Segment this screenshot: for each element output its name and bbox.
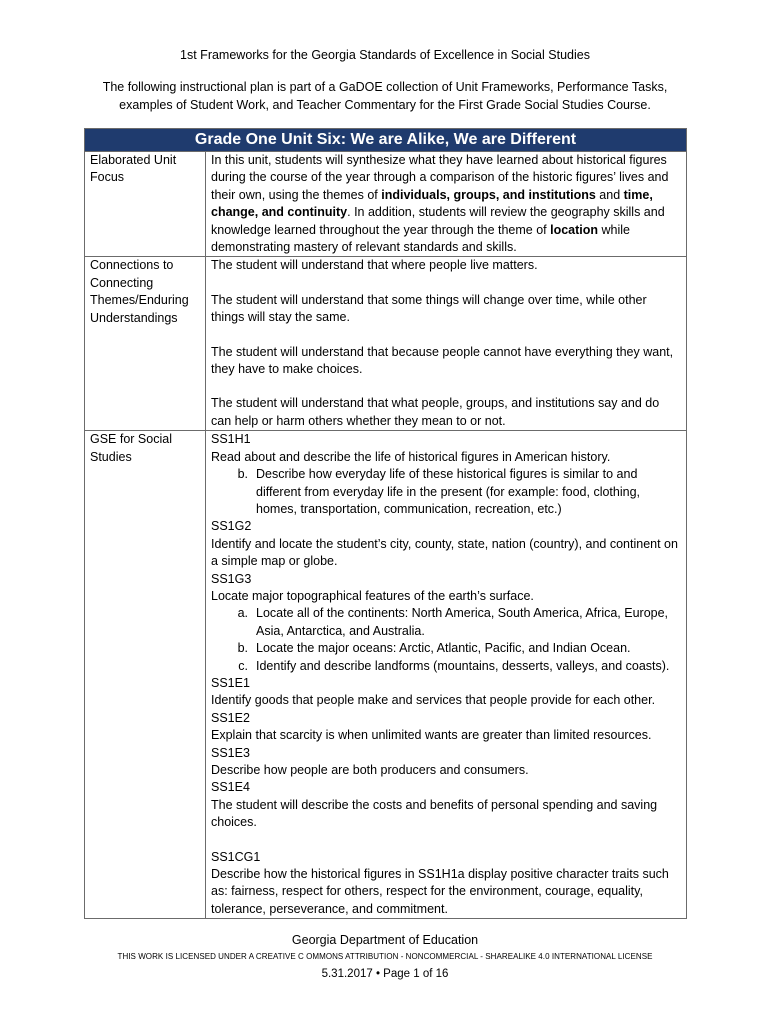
gse-label: GSE for Social Studies xyxy=(85,431,206,919)
standard-subitem: b. Describe how everyday life of these historical figures is similar to and different from everyday life in the present (for example: food, clothing, homes, transportation, communication, recreation, etc.) xyxy=(237,467,640,516)
gse-row xyxy=(85,431,687,919)
understanding-item: The student will understand that some things will change over time, while other things will stay the same. xyxy=(211,292,647,325)
standard-code: SS1CG1 xyxy=(211,849,261,864)
intro-line-2: examples of Student Work, and Teacher Commentary for the First Grade Social Studies Course. xyxy=(119,98,651,112)
standard-text: Read about and describe the life of historical figures in American history. xyxy=(211,449,611,464)
unit-framework-table xyxy=(84,128,687,919)
standard-text: Identify and locate the student’s city, county, state, nation (country), and continent on a simple map or globe. xyxy=(211,536,678,569)
gse-content xyxy=(206,431,687,919)
standard-text: Explain that scarcity is when unlimited wants are greater than limited resources. xyxy=(211,728,652,743)
intro-paragraph xyxy=(90,78,680,114)
theme-location: location xyxy=(550,222,599,237)
standard-code: SS1E2 xyxy=(211,710,250,725)
connections-label: Connections to Connecting Themes/Enduring Understandings xyxy=(85,257,206,431)
understanding-item: The student will understand that where people live matters. xyxy=(211,258,538,273)
focus-content: In this unit, students will synthesize what they have learned about historical figures during the course of the year through a comparison of the historic figures’ lives and their own, using the themes of individuals, groups, and institutions and time, change, and continuity. In addition, students will review the geography skills and knowledge learned throughout the year through the theme of location while demonstrating mastery of relevant standards and skills. xyxy=(206,152,687,257)
standard-code: SS1G3 xyxy=(211,571,252,586)
theme-individuals: individuals, groups, and institutions xyxy=(381,187,596,202)
standard-code: SS1G2 xyxy=(211,519,252,534)
standard-code: SS1E4 xyxy=(211,780,250,795)
standard-text: Describe how the historical figures in SS1H1a display positive character traits such as: fairness, respect for others, respect for the environment, courage, equality, tolerance, perseverance, and commitment. xyxy=(211,867,669,916)
theme-time-change: time, change, and continuity xyxy=(211,187,653,220)
connections-content xyxy=(206,257,687,431)
standard-code: SS1E1 xyxy=(211,675,250,690)
unit-title: Grade One Unit Six: We are Alike, We are Different xyxy=(85,129,687,152)
standard-code: SS1E3 xyxy=(211,745,250,760)
footer-page-number: 5.31.2017 • Page 1 of 16 xyxy=(321,968,449,980)
focus-row xyxy=(85,152,687,257)
standard-subitem: c. Identify and describe landforms (mountains, desserts, valleys, and coasts). xyxy=(238,658,670,673)
standard-text: Locate major topographical features of the earth’s surface. xyxy=(211,588,534,603)
standard-subitem: b. Locate the major oceans: Arctic, Atlantic, Pacific, and Indian Ocean. xyxy=(237,641,631,656)
page-header-title: 1st Frameworks for the Georgia Standards of Excellence in Social Studies xyxy=(180,48,590,62)
standard-text: The student will describe the costs and benefits of personal spending and saving choices. xyxy=(211,797,658,830)
standard-code: SS1H1 xyxy=(211,432,251,447)
footer-department: Georgia Department of Education xyxy=(291,933,479,947)
standard-text: Describe how people are both producers and consumers. xyxy=(211,763,529,777)
standard-subitem: a. Locate all of the continents: North America, South America, Africa, Europe, Asia, Antarctica, and Australia. xyxy=(237,606,669,638)
focus-label: Elaborated Unit Focus xyxy=(85,152,206,257)
standard-text: Identify goods that people make and services that people provide for each other. xyxy=(211,693,656,708)
connections-row xyxy=(85,257,687,431)
intro-line-1: The following instructional plan is part of a GaDOE collection of Unit Frameworks, Performance Tasks, xyxy=(102,80,668,94)
understanding-item: The student will understand that what people, groups, and institutions say and do can help or harm others whether they mean to or not. xyxy=(211,396,660,428)
understanding-item: The student will understand that because people cannot have everything they want, they have to make choices. xyxy=(211,344,674,377)
footer-license: THIS WORK IS LICENSED UNDER A CREATIVE C OMMONS ATTRIBUTION - NONCOMMERCIAL - SHAREALIKE 4.0 INTERNATIONAL LICENSE xyxy=(117,952,653,961)
